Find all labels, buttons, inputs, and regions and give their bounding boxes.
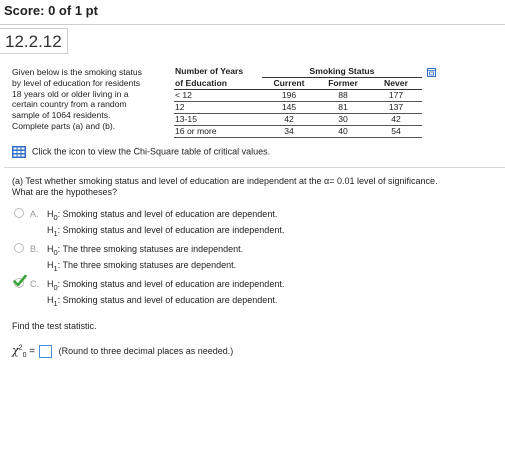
option-letter: A. [30,209,39,219]
table-row [174,90,422,102]
table-cell: 42 [262,114,316,126]
h1-label: H [47,295,54,306]
check-icon [13,274,27,288]
table-cell: 34 [262,126,316,138]
table-cell: 40 [316,126,370,138]
group-header: Smoking Status [262,66,422,78]
intro-line: certain country from a random [12,99,127,110]
h0-label: H [47,279,54,289]
option-letter: B. [30,244,39,254]
rounding-note: (Round to three decimal places as needed.) [58,346,234,356]
table-row [174,114,422,126]
table-cell: 54 [370,126,422,138]
table-row [174,126,422,138]
table-cell: 42 [370,114,422,126]
alpha-value: = 0.01 level of significance. [329,176,438,186]
score-value: 0 of 1 pt [48,3,98,18]
chi-sub: 0 [22,352,27,359]
row-header-line2: of Education [174,78,262,90]
h1-label: H [47,225,54,236]
table-cell: 30 [316,114,370,126]
intro-line: Given below is the smoking status [12,67,142,77]
radio-button[interactable] [14,208,24,218]
equals-sign: = [29,346,36,357]
row-header-line1: Number of Years [175,66,244,77]
h1-text: : The three smoking statuses are dependent. [57,260,237,271]
row-label: 13-15 [174,114,262,126]
score-label: Score: [4,3,45,18]
table-icon[interactable] [12,146,26,158]
column-header: Never [370,78,422,90]
chi-symbol: χ [12,344,19,357]
score-display [4,3,98,18]
h1-sub: 1 [53,264,58,274]
h1-text: : Smoking status and level of education are independent. [57,225,285,236]
radio-button[interactable] [14,243,24,253]
intro-line: sample of 1064 residents. [12,110,111,121]
h0-label: H [47,244,54,254]
problem-number: 12.2.12 [0,28,68,54]
table-cell: 145 [262,102,316,114]
test-statistic-input[interactable] [39,345,52,358]
table-cell: 196 [262,90,316,102]
section-divider [4,167,505,168]
row-label: 12 [174,102,262,114]
chi-square-link-row [12,146,270,158]
test-statistic-row [12,344,233,359]
table-cell: 88 [316,90,370,102]
h0-text: : Smoking status and level of education are dependent. [57,209,278,219]
find-statistic-prompt: Find the test statistic. [12,321,97,331]
intro-line: 18 years old or older living in a [12,88,129,99]
row-label: < 12 [174,90,262,102]
smoking-data-table [174,66,422,138]
problem-intro [12,67,174,132]
h0-sub: 0 [53,212,58,222]
h0-text: : Smoking status and level of education are independent. [57,279,285,289]
intro-line: by level of education for residents [12,77,141,88]
h0-text: : The three smoking statuses are independent. [57,244,244,254]
intro-line: Complete parts (a) and (b). [12,120,116,131]
chi-sup: 2 [18,344,23,352]
table-cell: 81 [316,102,370,114]
table-cell: 137 [370,102,422,114]
column-header: Former [316,78,370,90]
question-text-2: What are the hypotheses? [12,187,118,197]
question-text: (a) Test whether smoking status and level of education are independent at the [12,176,322,186]
option-letter: C. [30,279,39,289]
h1-sub: 1 [53,299,58,309]
alpha-symbol: α [324,176,330,186]
h1-sub: 1 [53,229,58,239]
copy-icon[interactable] [427,68,436,77]
part-a-question [12,176,504,198]
table-cell: 177 [370,90,422,102]
row-label: 16 or more [174,126,262,138]
h1-label: H [47,260,54,271]
column-header: Current [262,78,316,90]
chi-square-link-text: Click the icon to view the Chi-Square table of critical values. [32,146,271,157]
h1-text: : Smoking status and level of education are dependent. [57,295,278,306]
h0-label: H [47,209,54,219]
h0-sub: 0 [53,247,58,257]
table-row [174,102,422,114]
h0-sub: 0 [53,282,58,292]
header-divider [0,24,505,25]
